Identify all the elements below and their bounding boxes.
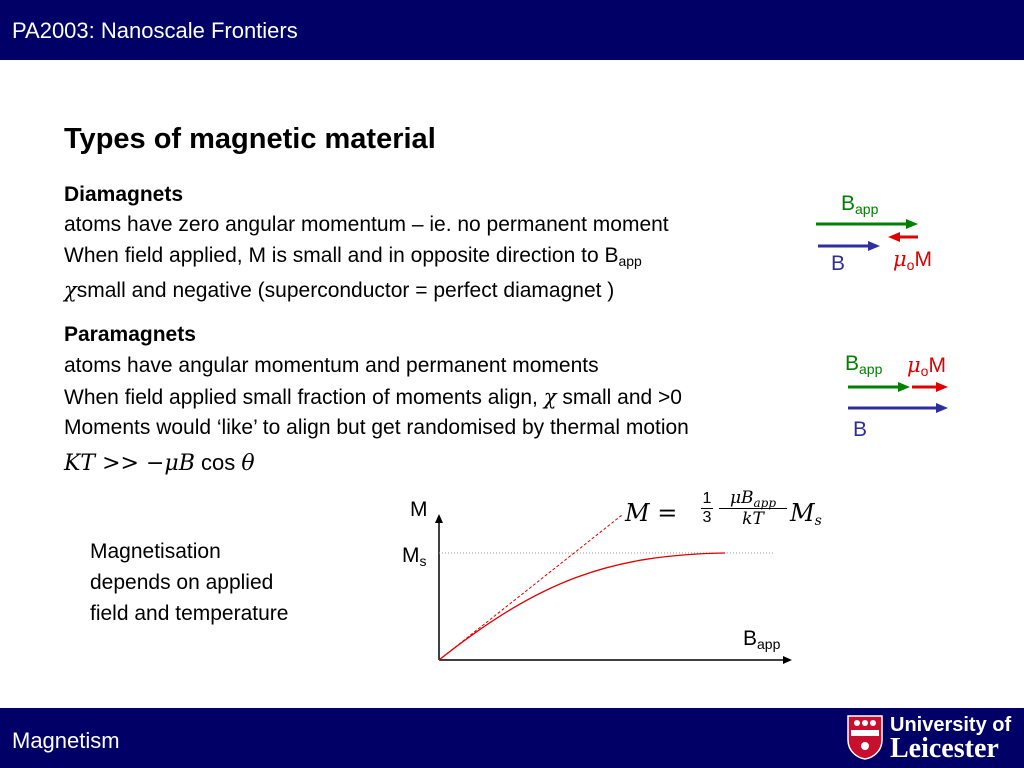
y-axis-arrowhead [435, 514, 443, 523]
eq-num-sub: app [753, 496, 777, 510]
graph-x-sub: app [757, 636, 781, 652]
eq-frac-num: 1 [702, 490, 712, 507]
chi-symbol: χ [64, 278, 77, 302]
logo-leicester-text: Leicester [890, 733, 999, 764]
para-bapp-arrowhead [898, 382, 910, 392]
dia-bapp-text: B [841, 192, 856, 215]
eq-frac-small [701, 490, 713, 527]
paramagnets-line2 [64, 385, 682, 410]
chi-symbol-para: χ [543, 385, 557, 409]
formula-lhs: KT >> −μB [64, 451, 195, 476]
graph-ms-label [402, 544, 427, 568]
dia-bapp-arrowhead [906, 219, 918, 229]
dia-m: M [914, 248, 932, 271]
thermal-formula [64, 450, 255, 476]
eq-rhs-text: M [790, 499, 815, 527]
para-b-label: B [853, 418, 868, 441]
dia-arrows [810, 215, 930, 255]
note-line1: Magnetisation [90, 540, 221, 563]
dia-mom-arrowhead [888, 232, 900, 242]
para-bapp-sub: app [859, 361, 883, 377]
graph-y-label: M [410, 498, 428, 521]
eq-rhs [790, 499, 822, 527]
paramagnets-line2b: small and >0 [562, 386, 682, 409]
paramagnets-line2a: When field applied small fraction of moments align, [64, 386, 538, 409]
para-mom-arrowhead [936, 382, 948, 392]
dia-bapp-label [841, 192, 878, 216]
formula-cos: cos [201, 450, 236, 475]
eq-rhs-sub: s [814, 513, 822, 529]
course-title: PA2003: Nanoscale Frontiers [12, 18, 298, 43]
note-line2: depends on applied [90, 571, 274, 594]
para-m: M [928, 354, 946, 377]
eq-num-text: μB [729, 488, 754, 508]
x-axis-arrowhead [783, 656, 792, 664]
eq-den: kT [742, 509, 764, 529]
dia-mu-sub: o [906, 257, 915, 273]
eq-num [719, 488, 787, 509]
para-b-arrowhead [936, 403, 948, 413]
eq-lhs: M = [625, 499, 678, 527]
diamagnets-line2-text: When field applied, M is small and in opposite direction to B [64, 244, 619, 267]
footer-title: Magnetism [12, 728, 120, 753]
para-bapp-label [845, 352, 882, 376]
note-line3: field and temperature [90, 602, 289, 625]
dia-b-label: B [831, 252, 846, 275]
paramagnets-heading: Paramagnets [64, 323, 196, 346]
graph-ms-text: M [402, 544, 420, 567]
para-mu-sub: o [920, 363, 929, 379]
diamagnets-line3-text: small and negative (superconductor = perfect diamagnet ) [76, 279, 615, 302]
graph-ms-sub: s [419, 553, 427, 569]
paramagnets-line1: atoms have angular momentum and permanent moments [64, 354, 599, 377]
dia-bapp-sub: app [855, 201, 879, 217]
dia-mu: μ [893, 247, 907, 271]
dia-b-arrowhead [868, 241, 880, 251]
university-crest-icon [846, 714, 884, 760]
eq-frac-main [719, 488, 787, 529]
diamagnets-heading: Diamagnets [64, 183, 184, 206]
graph-x-label [743, 627, 780, 651]
saturation-curve [439, 553, 725, 660]
logo-university-text: University of [890, 714, 1012, 736]
para-arrows [840, 378, 960, 418]
tangent-dashed-line [439, 515, 622, 660]
para-bapp-text: B [845, 352, 860, 375]
diamagnets-line2 [64, 244, 642, 268]
diamagnets-line1: atoms have zero angular momentum – ie. no permanent moment [64, 213, 669, 236]
diamagnets-line3 [64, 278, 614, 303]
para-mu: μ [907, 353, 921, 377]
slide-title: Types of magnetic material [64, 123, 436, 155]
diamagnets-line2-sub: app [618, 253, 642, 269]
eq-frac-den: 3 [702, 509, 712, 526]
paramagnets-line3: Moments would ‘like’ to align but get randomised by thermal motion [64, 416, 689, 439]
para-mom-label [907, 353, 946, 378]
graph-x-text: B [743, 627, 758, 650]
formula-theta: θ [241, 451, 255, 476]
